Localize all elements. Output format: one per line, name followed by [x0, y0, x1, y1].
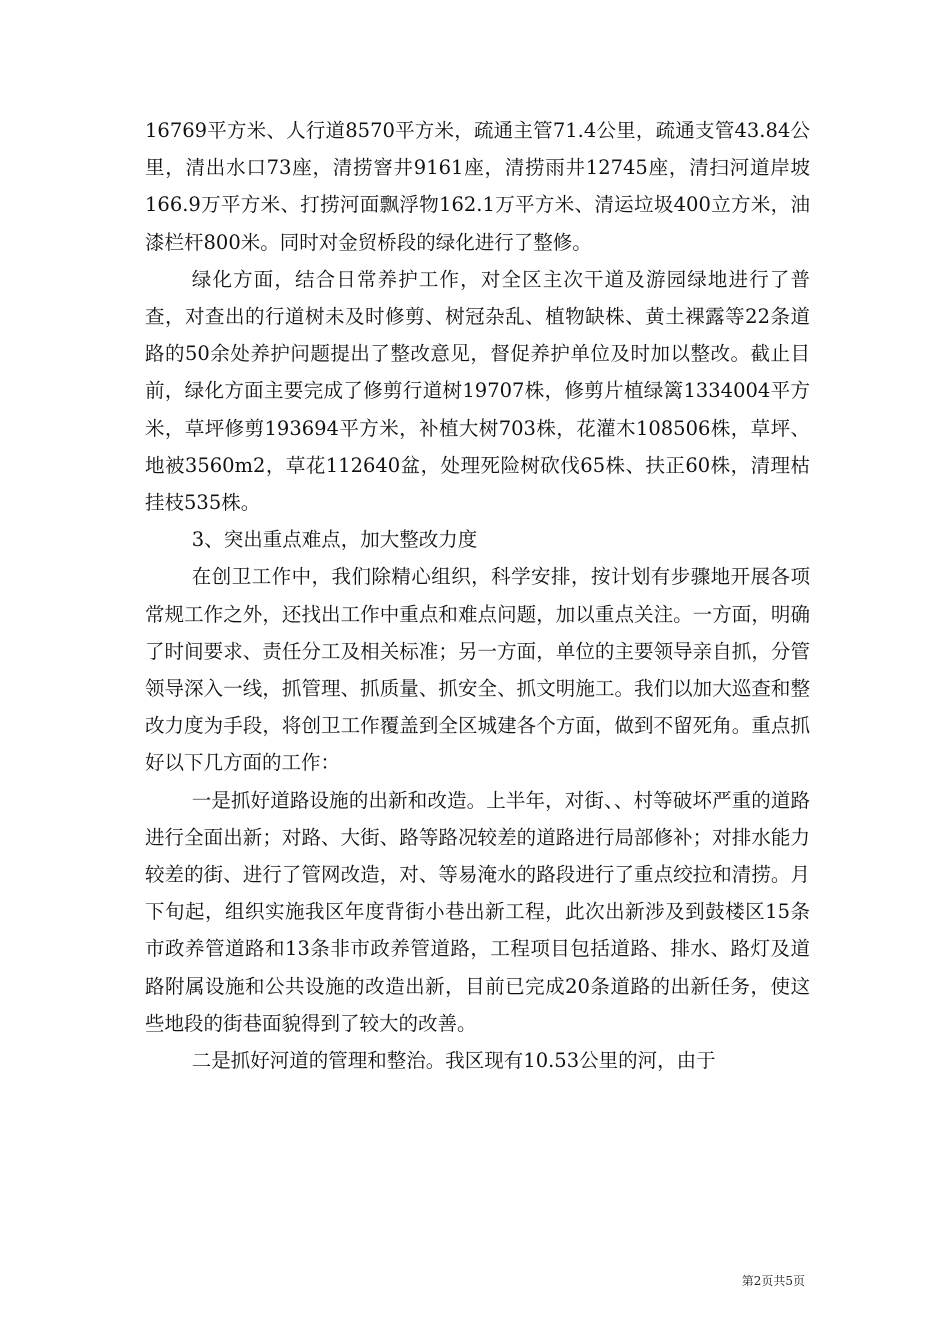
document-body — [145, 112, 810, 1079]
page-number: 第2页共5页 — [741, 1274, 805, 1288]
paragraph-continuation: 16769平方米、人行道8570平方米，疏通主管71.4公里，疏通支管43.84公里，清出水口73座，清捞窨井9161座，清捞雨井12745座，清扫河道岸坡166.9万平方米、打捞河面飘浮物162.1万平方米、清运垃圾400立方米，油漆栏杆800米。同时对金贸桥段的绿化进行了整修。 — [145, 119, 810, 254]
paragraph-greening: 绿化方面，结合日常养护工作，对全区主次干道及游园绿地进行了普查，对查出的行道树未及时修剪、树冠杂乱、植物缺株、黄土裸露等22条道路的50余处养护问题提出了整改意见，督促养护单位及时加以整改。截止目前，绿化方面主要完成了修剪行道树19707株，修剪片植绿篱1334004平方米，草坪修剪193694平方米，补植大树703株，花灌木108506株，草坪、地被3560m2，草花112640盆，处理死险树砍伐65株、扶正60株，清理枯挂枝535株。 — [145, 267, 810, 515]
paragraph-key-issues: 在创卫工作中，我们除精心组织，科学安排，按计划有步骤地开展各项常规工作之外，还找出工作中重点和难点问题，加以重点关注。一方面，明确了时间要求、责任分工及相关标准；另一方面，单位的主要领导亲自抓，分管领导深入一线，抓管理、抓质量、抓安全、抓文明施工。我们以加大巡查和整改力度为手段，将创卫工作覆盖到全区城建各个方面，做到不留死角。重点抓好以下几方面的工作： — [145, 565, 810, 775]
section-heading: 3、突出重点难点，加大整改力度 — [191, 528, 478, 552]
paragraph-rivers: 二是抓好河道的管理和整治。我区现有10.53公里的河，由于 — [191, 1049, 716, 1073]
paragraph-roads: 一是抓好道路设施的出新和改造。上半年，对街、、村等破坏严重的道路进行全面出新；对路、大街、路等路况较差的道路进行局部修补；对排水能力较差的街、进行了管网改造，对、等易淹水的路段进行了重点绞拉和清捞。月下旬起，组织实施我区年度背街小巷出新工程，此次出新涉及到鼓楼区15条市政养管道路和13条非市政养管道路，工程项目包括道路、排水、路灯及道路附属设施和公共设施的改造出新，目前已完成20条道路的出新任务，使这些地段的街巷面貌得到了较大的改善。 — [145, 788, 810, 1035]
